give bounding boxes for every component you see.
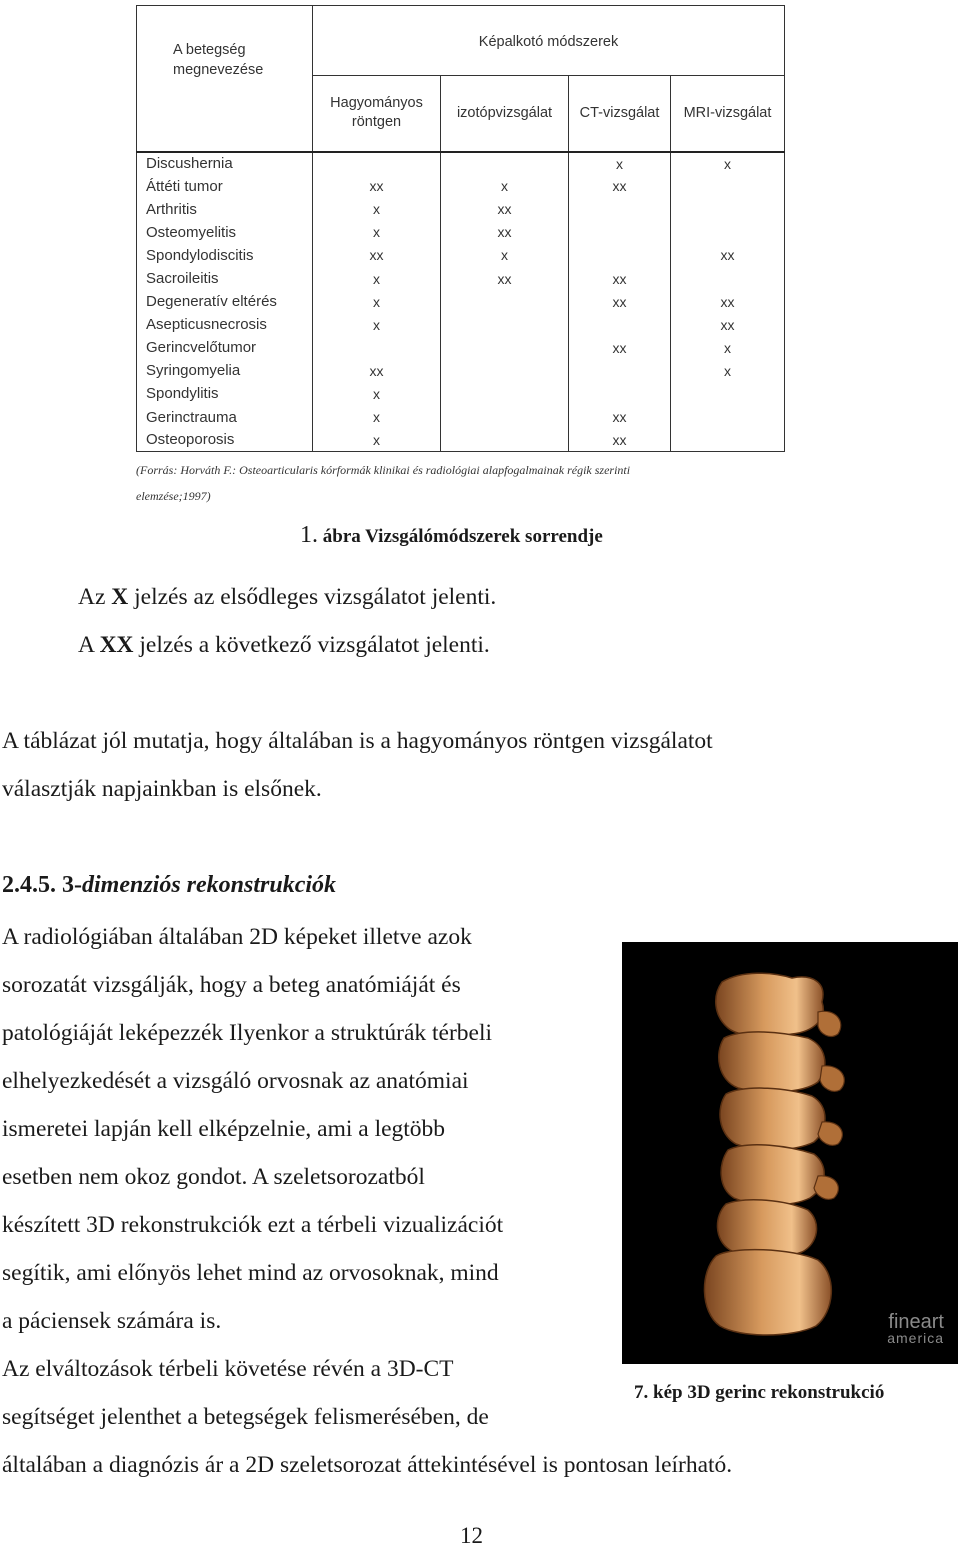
disease-name-cell: Asepticusnecrosis bbox=[137, 313, 313, 336]
method-mark-cell: x bbox=[671, 359, 785, 382]
method-mark-cell: xx bbox=[671, 290, 785, 313]
paragraph-2-line-11: segítséget jelenthet a betegségek felismerésében, de bbox=[2, 1404, 489, 1430]
method-mark-cell bbox=[569, 198, 671, 221]
method-mark-cell bbox=[441, 152, 569, 175]
method-mark-cell: x bbox=[313, 198, 441, 221]
section-title: dimenziós rekonstrukciók bbox=[82, 872, 337, 898]
header-disease-name: A betegség megnevezése bbox=[137, 6, 313, 152]
table-row bbox=[137, 429, 785, 452]
table-body bbox=[137, 152, 785, 452]
paragraph-2-line-12: általában a diagnózis ár a 2D szeletsorozat áttekintésével is pontosan leírható. bbox=[2, 1452, 733, 1478]
header-col-isotope: izotópvizsgálat bbox=[441, 76, 569, 152]
disease-name-cell: Discushernia bbox=[137, 152, 313, 175]
paragraph-2-line-8: segítik, ami előnyös lehet mind az orvosoknak, mind bbox=[2, 1260, 499, 1286]
method-mark-cell bbox=[441, 336, 569, 359]
method-mark-cell: xx bbox=[569, 267, 671, 290]
table-row bbox=[137, 175, 785, 198]
table-row bbox=[137, 198, 785, 221]
paragraph-1-line-2: választják napjainkban is elsőnek. bbox=[2, 776, 322, 802]
method-mark-cell bbox=[671, 267, 785, 290]
paragraph-1-line-1: A táblázat jól mutatja, hogy általában is a hagyományos röntgen vizsgálatot bbox=[2, 728, 713, 754]
disease-name-cell: Syringomyelia bbox=[137, 359, 313, 382]
legend-xx-mark: XX bbox=[99, 632, 134, 658]
paragraph-2-line-6: esetben nem okoz gondot. A szeletsorozatból bbox=[2, 1164, 425, 1190]
method-mark-cell bbox=[671, 175, 785, 198]
paragraph-2-line-9: a páciensek számára is. bbox=[2, 1308, 222, 1334]
method-mark-cell bbox=[671, 406, 785, 429]
spine-illustration bbox=[622, 942, 958, 1364]
method-mark-cell: xx bbox=[313, 359, 441, 382]
method-mark-cell bbox=[441, 406, 569, 429]
method-mark-cell bbox=[313, 336, 441, 359]
watermark bbox=[887, 1311, 944, 1346]
method-mark-cell: xx bbox=[569, 175, 671, 198]
method-mark-cell bbox=[671, 198, 785, 221]
method-mark-cell: x bbox=[313, 290, 441, 313]
caption-number: 1. bbox=[300, 522, 318, 548]
figure-source-note bbox=[136, 457, 816, 509]
diagnostic-methods-figure bbox=[136, 5, 784, 503]
method-mark-cell: xx bbox=[569, 429, 671, 452]
disease-name-cell: Gerinctrauma bbox=[137, 406, 313, 429]
paragraph-2-line-1: A radiológiában általában 2D képeket illetve azok bbox=[2, 924, 472, 950]
disease-name-cell: Osteomyelitis bbox=[137, 221, 313, 244]
method-mark-cell: xx bbox=[441, 198, 569, 221]
method-mark-cell: xx bbox=[569, 406, 671, 429]
table-row bbox=[137, 152, 785, 175]
legend-x-post: jelzés az elsődleges vizsgálatot jelenti. bbox=[128, 584, 497, 610]
table-row bbox=[137, 336, 785, 359]
method-mark-cell bbox=[441, 290, 569, 313]
method-mark-cell: xx bbox=[441, 221, 569, 244]
imaging-methods-table bbox=[136, 5, 785, 452]
method-mark-cell bbox=[569, 313, 671, 336]
method-mark-cell bbox=[569, 244, 671, 267]
header-col-ct: CT-vizsgálat bbox=[569, 76, 671, 152]
header-col-mri: MRI-vizsgálat bbox=[671, 76, 785, 152]
disease-name-cell: Spondylitis bbox=[137, 382, 313, 405]
method-mark-cell bbox=[671, 221, 785, 244]
image-7-caption: 7. kép 3D gerinc rekonstrukció bbox=[634, 1382, 885, 1403]
method-mark-cell: xx bbox=[569, 336, 671, 359]
method-mark-cell: x bbox=[441, 244, 569, 267]
section-number: 2.4.5. 3- bbox=[2, 872, 82, 898]
paragraph-2-line-3: patológiáját leképezzék Ilyenkor a struktúrák térbeli bbox=[2, 1020, 493, 1046]
method-mark-cell bbox=[569, 382, 671, 405]
method-mark-cell bbox=[313, 152, 441, 175]
method-mark-cell: x bbox=[313, 267, 441, 290]
disease-name-cell: Áttéti tumor bbox=[137, 175, 313, 198]
table-row bbox=[137, 359, 785, 382]
method-mark-cell: xx bbox=[671, 313, 785, 336]
spine-3d-reconstruction-image bbox=[622, 942, 958, 1364]
page-number: 12 bbox=[460, 1523, 483, 1548]
paragraph-2-line-5: ismeretei lapján kell elképzelnie, ami a legtöbb bbox=[2, 1116, 446, 1142]
method-mark-cell: xx bbox=[569, 290, 671, 313]
method-mark-cell bbox=[441, 359, 569, 382]
header-col-xray: Hagyományos röntgen bbox=[313, 76, 441, 152]
table-row bbox=[137, 382, 785, 405]
method-mark-cell: x bbox=[313, 429, 441, 452]
table-row bbox=[137, 313, 785, 336]
disease-name-cell: Sacroileitis bbox=[137, 267, 313, 290]
method-mark-cell bbox=[671, 382, 785, 405]
method-mark-cell: x bbox=[569, 152, 671, 175]
table-row bbox=[137, 244, 785, 267]
watermark-fineart: fineart bbox=[888, 1311, 944, 1333]
table-row bbox=[137, 406, 785, 429]
legend-x-pre: Az bbox=[78, 584, 112, 610]
method-mark-cell: xx bbox=[313, 175, 441, 198]
paragraph-2-line-10: Az elváltozások térbeli követése révén a 3D-CT bbox=[2, 1356, 454, 1382]
method-mark-cell: x bbox=[441, 175, 569, 198]
method-mark-cell: x bbox=[313, 406, 441, 429]
table-row bbox=[137, 267, 785, 290]
watermark-america: america bbox=[887, 1330, 944, 1346]
table-row bbox=[137, 221, 785, 244]
source-line-2: elemzése;1997) bbox=[136, 489, 211, 503]
method-mark-cell: xx bbox=[671, 244, 785, 267]
paragraph-2-line-7: készített 3D rekonstrukciók ezt a térbeli vizualizációt bbox=[2, 1212, 504, 1238]
method-mark-cell bbox=[569, 359, 671, 382]
method-mark-cell: x bbox=[671, 336, 785, 359]
paragraph-2-line-4: elhelyezkedését a vizsgáló orvosnak az anatómiai bbox=[2, 1068, 469, 1094]
method-mark-cell: xx bbox=[313, 244, 441, 267]
method-mark-cell: x bbox=[313, 382, 441, 405]
legend-xx-pre: A bbox=[78, 632, 100, 658]
method-mark-cell bbox=[441, 313, 569, 336]
caption-text: ábra Vizsgálómódszerek sorrendje bbox=[318, 526, 603, 547]
method-mark-cell bbox=[569, 221, 671, 244]
legend-xx-post: jelzés a következő vizsgálatot jelenti. bbox=[133, 632, 490, 658]
method-mark-cell bbox=[441, 382, 569, 405]
method-mark-cell: x bbox=[313, 221, 441, 244]
disease-name-cell: Osteoporosis bbox=[137, 429, 313, 452]
method-mark-cell: xx bbox=[441, 267, 569, 290]
source-line-1: (Forrás: Horváth F.: Osteoarticularis kórformák klinikai és radiológiai alapfogalmainak régik szerinti bbox=[136, 463, 631, 477]
legend-x-mark: X bbox=[111, 584, 129, 610]
paragraph-2-line-2: sorozatát vizsgálják, hogy a beteg anatómiáját és bbox=[2, 972, 461, 998]
method-mark-cell bbox=[671, 429, 785, 452]
figure-1-caption bbox=[300, 522, 603, 549]
header-imaging-methods: Képalkotó módszerek bbox=[313, 6, 785, 76]
method-mark-cell: x bbox=[671, 152, 785, 175]
disease-name-cell: Gerincvelőtumor bbox=[137, 336, 313, 359]
disease-name-cell: Arthritis bbox=[137, 198, 313, 221]
disease-name-cell: Spondylodiscitis bbox=[137, 244, 313, 267]
disease-name-cell: Degeneratív eltérés bbox=[137, 290, 313, 313]
method-mark-cell: x bbox=[313, 313, 441, 336]
legend-x bbox=[78, 582, 496, 612]
section-heading bbox=[2, 872, 336, 899]
method-mark-cell bbox=[441, 429, 569, 452]
legend-xx bbox=[78, 630, 490, 660]
table-row bbox=[137, 290, 785, 313]
